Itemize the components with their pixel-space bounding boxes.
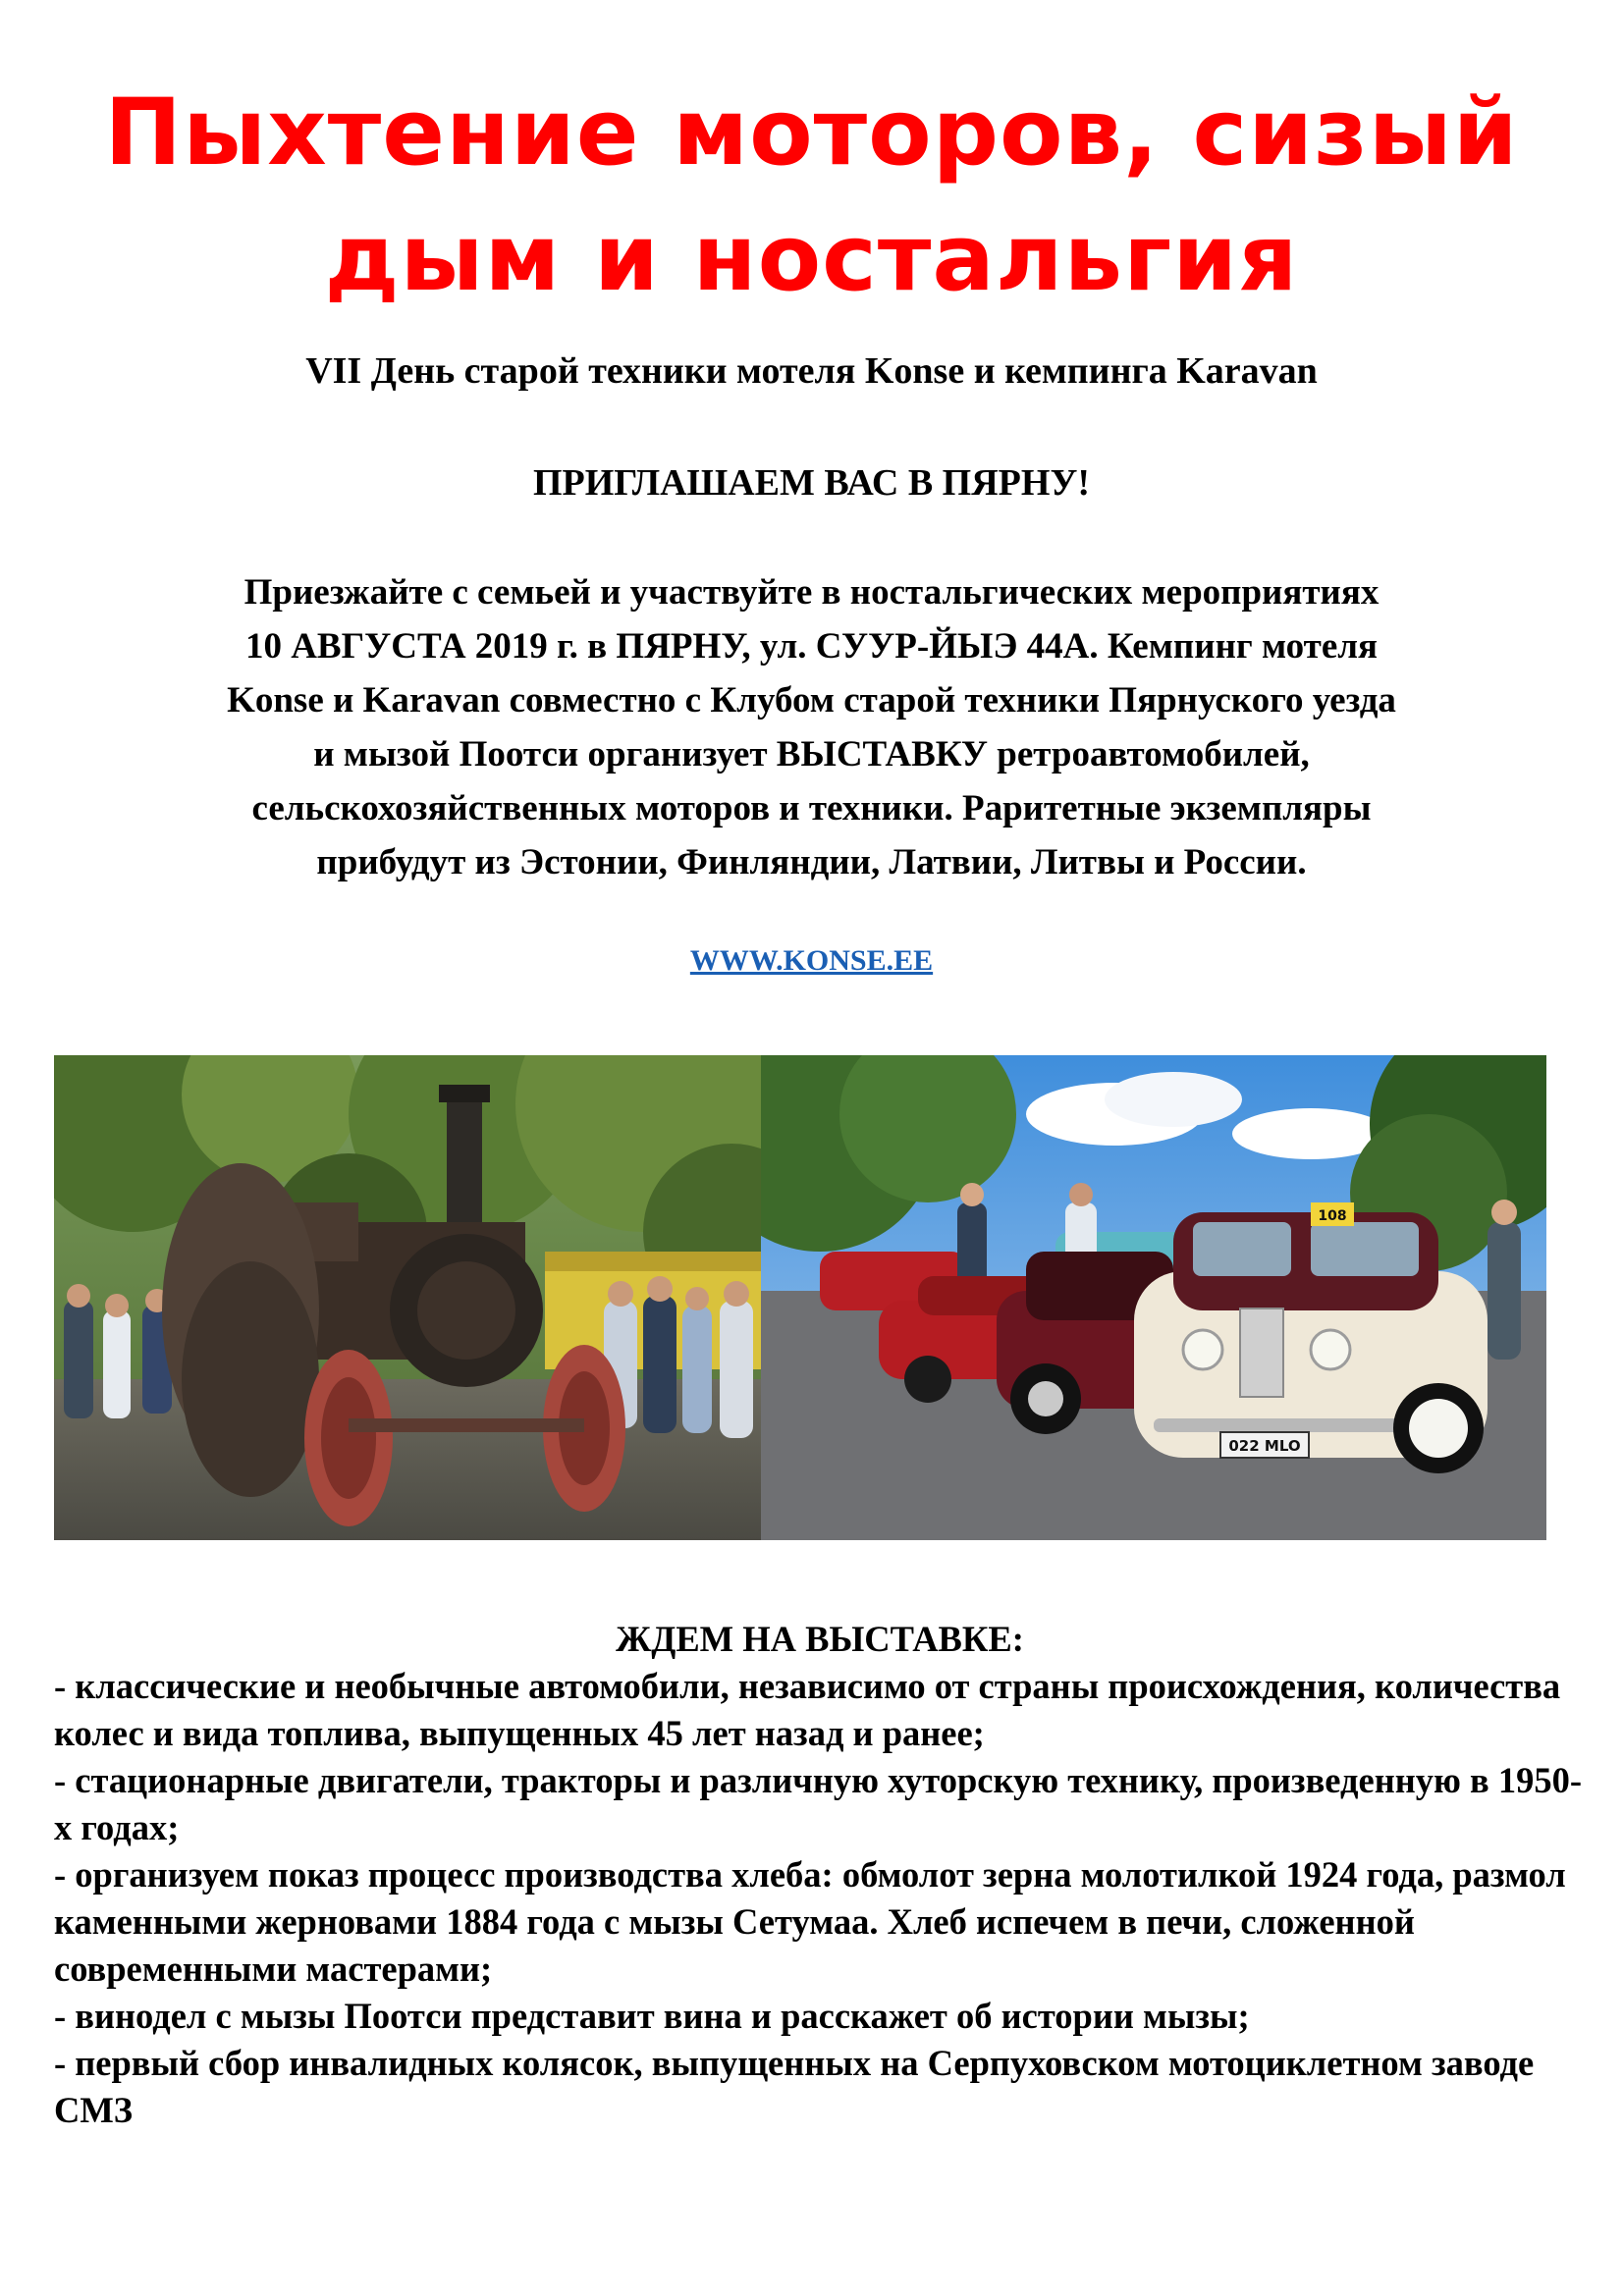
- photo-strip: [54, 1055, 1546, 1540]
- rally-sign: 108: [1318, 1208, 1347, 1224]
- page-title: [39, 71, 1584, 322]
- intro-line: Konse и Karavan совместно с Клубом старой техники Пярнуского уезда: [227, 680, 1396, 721]
- intro-line: прибудут из Эстонии, Финляндии, Латвии, Литвы и России.: [316, 842, 1307, 882]
- event-subtitle: VII День старой техники мотеля Konse и кемпинга Karavan: [305, 350, 1318, 392]
- intro-line: и мызой Поотси организует ВЫСТАВКУ ретроавтомобилей,: [313, 734, 1310, 774]
- list-item: - классические и необычные автомобили, независимо от страны происхождения, количества колес и вида топлива, выпущенных 45 лет назад и ранее;: [54, 1666, 1561, 1753]
- license-plate: 022 MLO: [1228, 1437, 1301, 1455]
- list-item: - первый сбор инвалидных колясок, выпущенных на Серпуховском мотоциклетном заводе СМЗ: [54, 2043, 1535, 2130]
- invitation-heading: ПРИГЛАШАЕМ ВАС В ПЯРНУ!: [532, 462, 1090, 504]
- intro-line: сельскохозяйственных моторов и техники. Раритетные экземпляры: [251, 788, 1372, 828]
- list-item: - стационарные двигатели, тракторы и различную хуторскую технику, произведенную в 1950-х годах;: [54, 1760, 1583, 1847]
- website-link-wrap: [39, 939, 1584, 983]
- list-item: - организуем показ процесс производства хлеба: обмолот зерна молотилкой 1924 года, размол каменными жерновами 1884 года с мызы Сетумаа. Хлеб испечем в печи, сложенной современными мастерами;: [54, 1854, 1566, 1989]
- intro-line: Приезжайте с семьей и участвуйте в ностальгических мероприятиях: [243, 572, 1380, 613]
- website-link[interactable]: WWW.KONSE.EE: [689, 944, 934, 977]
- title-line-1: Пыхтение моторов, сизый: [104, 80, 1519, 187]
- intro-line: 10 АВГУСТА 2019 г. в ПЯРНУ, ул. СУУР-ЙЫЭ 44А. Кемпинг мотеля: [244, 626, 1379, 667]
- intro-paragraph: [39, 565, 1584, 889]
- exhibition-heading: ЖДЕМ НА ВЫСТАВКЕ:: [616, 1619, 1024, 1659]
- steam-engine-photo: [54, 1055, 761, 1540]
- title-line-2: дым и ностальгия: [324, 205, 1299, 312]
- vintage-cars-photo: [761, 1055, 1546, 1540]
- list-item: - винодел с мызы Поотси представит вина и расскажет об истории мызы;: [54, 1996, 1250, 2036]
- exhibition-list: [54, 1616, 1586, 2134]
